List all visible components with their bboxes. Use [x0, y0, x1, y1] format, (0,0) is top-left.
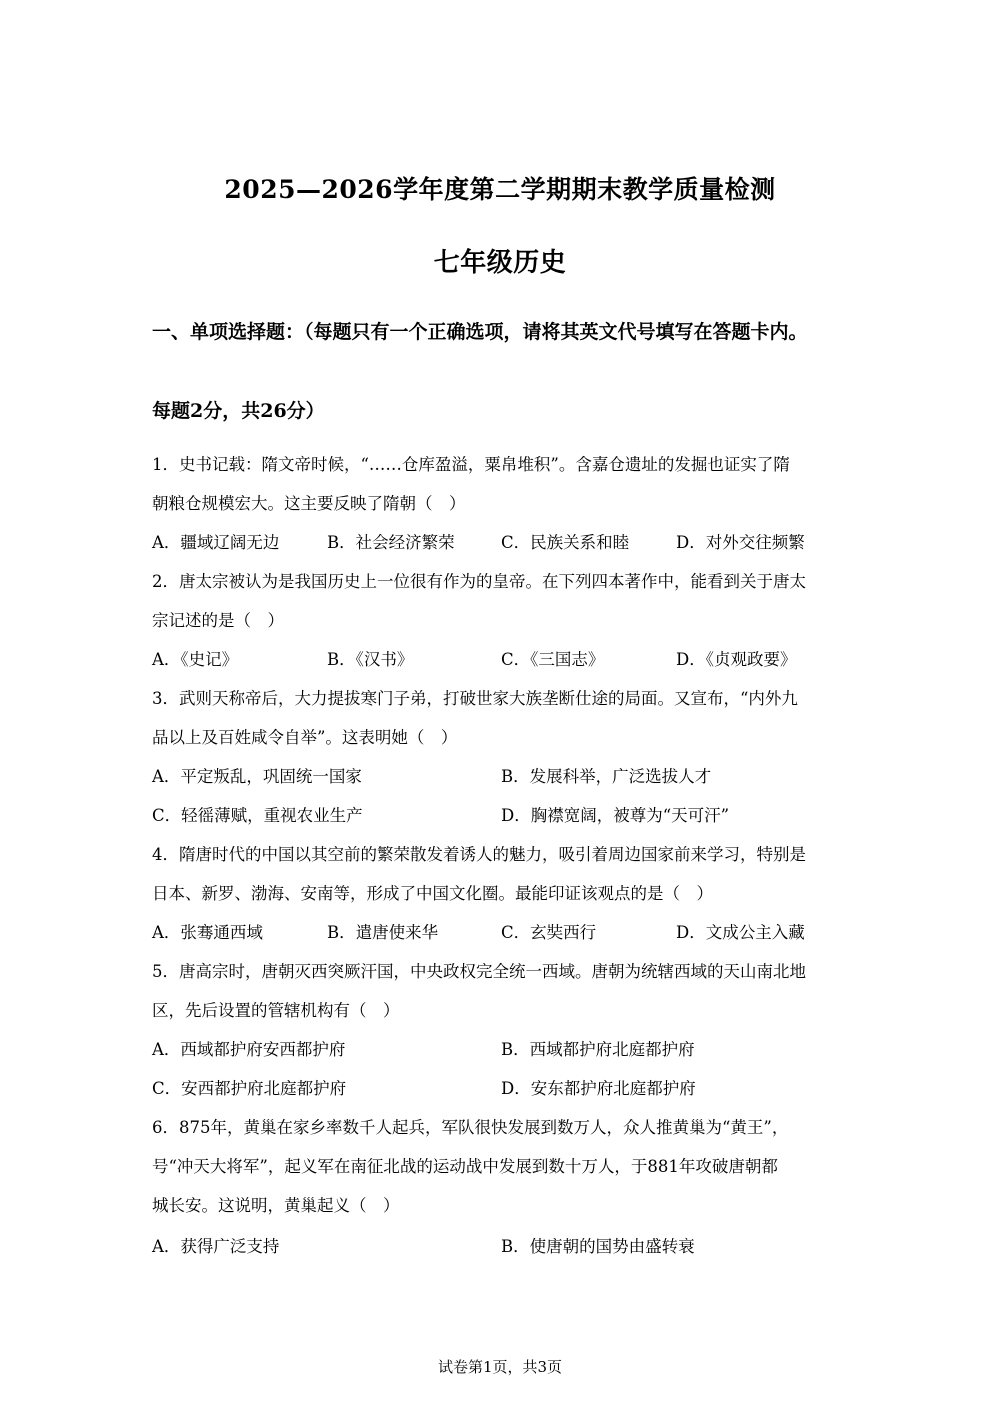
question-2-option-d: D．《贞观政要》	[676, 650, 797, 669]
question-1-option-c: C．民族关系和睦	[501, 533, 630, 552]
question-6-option-a: A．获得广泛支持	[152, 1237, 280, 1256]
section-heading-line2: 每题2分，共26分）	[152, 400, 325, 422]
question-5-option-b: B．西域都护府北庭都护府	[501, 1040, 695, 1059]
question-2-option-b: B．《汉书》	[327, 650, 414, 669]
question-5-stem-line2: 区，先后设置的管辖机构有（ ）	[152, 1001, 400, 1020]
question-2-stem-line1: 2．唐太宗被认为是我国历史上一位很有作为的皇帝。在下列四本著作中，能看到关于唐太	[152, 572, 806, 591]
question-6-option-b: B．使唐朝的国势由盛转衰	[501, 1237, 695, 1256]
question-3-option-c: C．轻徭薄赋，重视农业生产	[152, 806, 363, 825]
question-4-stem-line2: 日本、新罗、渤海、安南等，形成了中国文化圈。最能印证该观点的是（ ）	[152, 884, 713, 903]
question-2-option-c: C．《三国志》	[501, 650, 605, 669]
question-1-option-d: D．对外交往频繁	[676, 533, 805, 552]
question-1-option-b: B．社会经济繁荣	[327, 533, 455, 552]
question-5-stem-line1: 5．唐高宗时，唐朝灭西突厥汗国，中央政权完全统一西域。唐朝为统辖西域的天山南北地	[152, 962, 806, 981]
exam-title: 2025—2026学年度第二学期期末教学质量检测	[224, 175, 776, 204]
question-2-option-a: A．《史记》	[152, 650, 239, 669]
exam-subtitle: 七年级历史	[433, 248, 567, 278]
question-6-stem-line1: 6．875年，黄巢在家乡率数千人起兵，军队很快发展到数万人，众人推黄巢为“黄王”，	[152, 1118, 789, 1137]
page-footer: 试卷第1页，共3页	[437, 1358, 563, 1376]
question-1-stem-line1: 1．史书记载：隋文帝时候，“……仓库盈溢，粟帛堆积”。含嘉仓遗址的发掘也证实了隋	[152, 455, 790, 474]
question-1-option-a: A．疆域辽阔无边	[152, 533, 280, 552]
section-heading-line1: 一、单项选择题：（每题只有一个正确选项，请将其英文代号填写在答题卡内。	[152, 321, 808, 343]
question-3-option-a: A．平定叛乱，巩固统一国家	[152, 767, 362, 786]
question-4-option-b: B．遣唐使来华	[327, 923, 439, 942]
question-5-option-c: C．安西都护府北庭都护府	[152, 1079, 347, 1098]
question-1-stem-line2: 朝粮仓规模宏大。这主要反映了隋朝（ ）	[152, 494, 466, 513]
question-4-option-a: A．张骞通西域	[152, 923, 263, 942]
question-5-option-a: A．西域都护府安西都护府	[152, 1040, 346, 1059]
question-5-option-d: D．安东都护府北庭都护府	[501, 1079, 696, 1098]
question-3-option-b: B．发展科举，广泛选拔人才	[501, 767, 712, 786]
question-6-stem-line3: 城长安。这说明，黄巢起义（ ）	[152, 1196, 400, 1215]
question-4-option-d: D．文成公主入藏	[676, 923, 805, 942]
question-6-stem-line2: 号“冲天大将军”，起义军在南征北战的运动战中发展到数十万人，于881年攻破唐朝都	[152, 1157, 778, 1176]
question-2-stem-line2: 宗记述的是（ ）	[152, 611, 284, 630]
question-3-option-d: D．胸襟宽阔，被尊为“天可汗”	[501, 806, 730, 825]
question-4-option-c: C．玄奘西行	[501, 923, 597, 942]
question-3-stem-line1: 3．武则天称帝后，大力提拔寒门子弟，打破世家大族垄断仕途的局面。又宣布，“内外九	[152, 689, 798, 708]
question-3-stem-line2: 品以上及百姓咸令自举”。这表明她（ ）	[152, 728, 458, 747]
question-4-stem-line1: 4．隋唐时代的中国以其空前的繁荣散发着诱人的魅力，吸引着周边国家前来学习，特别是	[152, 845, 806, 864]
